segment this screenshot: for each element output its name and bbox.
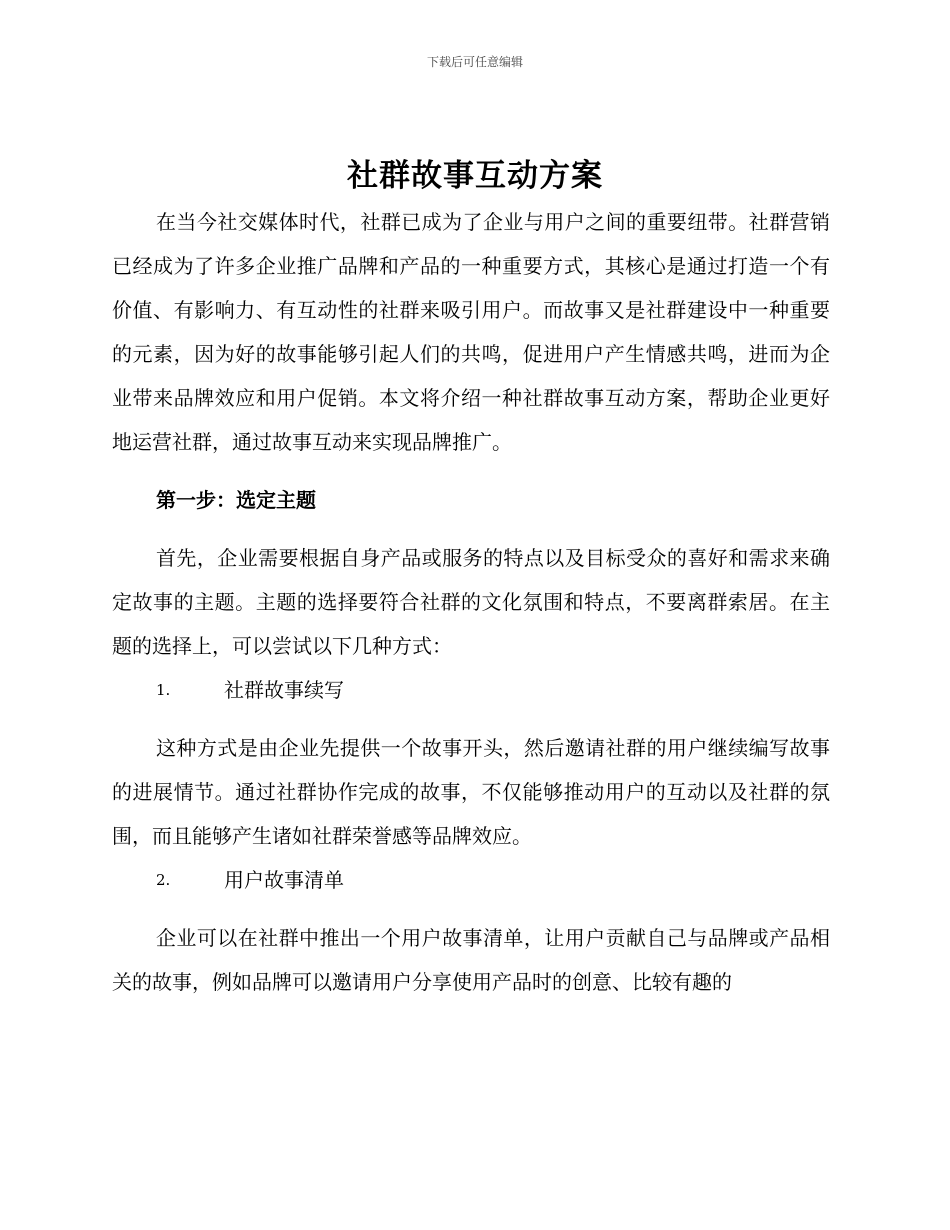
list-number: 1. — [156, 681, 171, 699]
list-label: 社群故事续写 — [224, 678, 344, 702]
list-item — [112, 668, 830, 712]
item-paragraph: 企业可以在社群中推出一个用户故事清单，让用户贡献自己与品牌或产品相关的故事，例如品牌可以邀请用户分享使用产品时的创意、比较有趣的 — [112, 926, 830, 994]
document-body — [112, 200, 830, 1004]
document-title: 社群故事互动方案 — [347, 158, 603, 194]
section-heading-step1: 第一步：选定主题 — [156, 488, 316, 512]
list-label: 用户故事清单 — [224, 868, 344, 892]
list-number: 2. — [156, 871, 171, 889]
step1-paragraph: 首先，企业需要根据自身产品或服务的特点以及目标受众的喜好和需求来确定故事的主题。主题的选择要符合社群的文化氛围和特点，不要离群索居。在主题的选择上，可以尝试以下几种方式： — [112, 546, 830, 658]
item-paragraph: 这种方式是由企业先提供一个故事开头，然后邀请社群的用户继续编写故事的进展情节。通过社群协作完成的故事，不仅能够推动用户的互动以及社群的氛围，而且能够产生诸如社群荣誉感等品牌效应。 — [112, 736, 830, 848]
intro-paragraph: 在当今社交媒体时代，社群已成为了企业与用户之间的重要纽带。社群营销已经成为了许多企业推广品牌和产品的一种重要方式，其核心是通过打造一个有价值、有影响力、有互动性的社群来吸引用户。而故事又是社群建设中一种重要的元素，因为好的故事能够引起人们的共鸣，促进用户产生情感共鸣，进而为企业带来品牌效应和用户促销。本文将介绍一种社群故事互动方案，帮助企业更好地运营社群，通过故事互动来实现品牌推广。 — [112, 210, 830, 454]
header-note: 下载后可任意编辑 — [426, 55, 523, 69]
list-item — [112, 858, 830, 902]
